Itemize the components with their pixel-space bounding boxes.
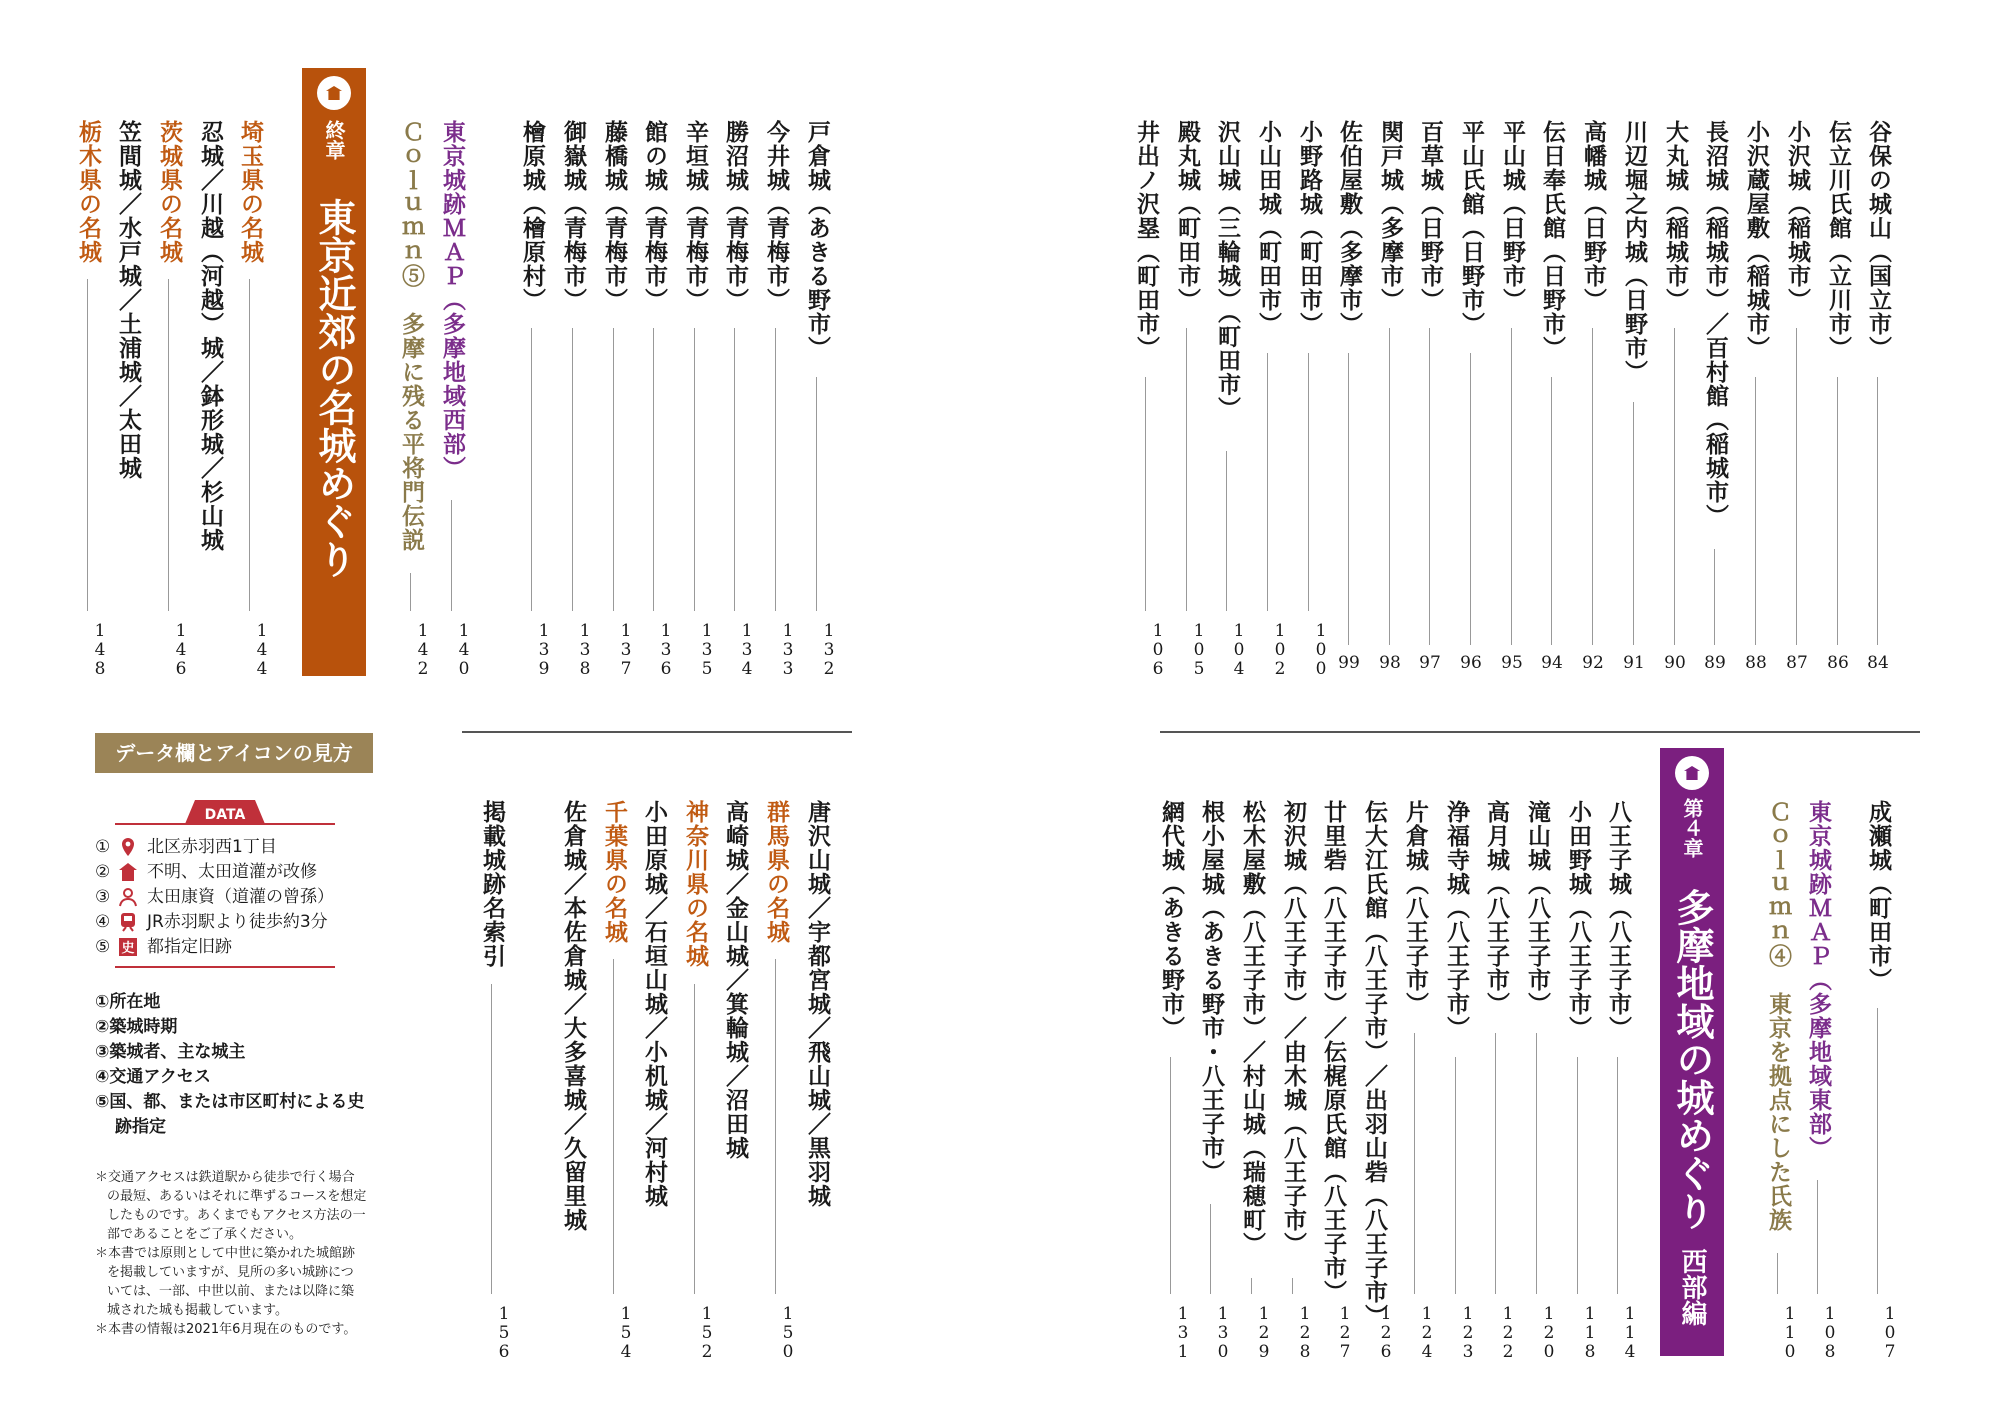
toc-entry-title: 佐伯屋敷（多摩市） bbox=[1336, 120, 1363, 336]
toc-entry-title: 戸倉城（あきる野市） bbox=[804, 120, 831, 360]
toc-entry-title: 笠間城／水戸城／土浦城／太田城 bbox=[115, 120, 142, 480]
data-row-text: 北区赤羽西1丁目 bbox=[147, 837, 277, 857]
toc-entry-title: 小沢城（稲城市） bbox=[1784, 120, 1811, 312]
toc-entry-title: 小田原城／石垣山城／小机城／河村城 bbox=[641, 800, 668, 1208]
legend-item: ⑤国、都、または市区町村による史 bbox=[95, 1092, 365, 1112]
data-notes bbox=[95, 1168, 385, 1339]
history-icon bbox=[117, 937, 141, 957]
leader-line bbox=[1592, 328, 1593, 645]
toc-entry-title: 高月城（八王子市） bbox=[1483, 800, 1510, 1016]
svg-text:DATA: DATA bbox=[204, 807, 246, 823]
page-number: 146 bbox=[171, 621, 191, 678]
note-line: いては、一部、中世以前、または以降に築 bbox=[107, 1284, 355, 1299]
legend-item: ④交通アクセス bbox=[95, 1067, 211, 1087]
leader-line bbox=[249, 279, 250, 611]
toc-entry-title: 平山城（日野市） bbox=[1499, 120, 1526, 312]
page-number: 90 bbox=[1664, 653, 1686, 673]
leader-line bbox=[451, 500, 452, 612]
leader-line bbox=[1755, 377, 1756, 645]
note-line: ＊本書の情報は2021年6月現在のものです。 bbox=[95, 1322, 357, 1337]
data-row bbox=[95, 860, 317, 884]
page-number: 122 bbox=[1498, 1304, 1518, 1361]
leader-line bbox=[1348, 353, 1349, 646]
castle-emblem-icon bbox=[317, 76, 351, 110]
page-number: 86 bbox=[1827, 653, 1849, 673]
toc-entry-title: 滝山城（八王子市） bbox=[1524, 800, 1551, 1016]
leader-line bbox=[1226, 451, 1227, 612]
page-number: 94 bbox=[1541, 653, 1563, 673]
leader-line bbox=[1145, 377, 1146, 611]
leader-line bbox=[1251, 1278, 1252, 1295]
toc-entry-title: 川辺堀之内城（日野市） bbox=[1621, 120, 1648, 384]
chapter4-title: 多摩地域の城めぐり bbox=[1670, 888, 1715, 1230]
data-row bbox=[95, 910, 328, 934]
toc-entry-title: 井出ノ沢塁（町田市） bbox=[1133, 120, 1160, 360]
leader-line bbox=[1186, 328, 1187, 611]
page-number: 138 bbox=[575, 621, 595, 678]
leader-line bbox=[613, 959, 614, 1294]
leader-line bbox=[1617, 1057, 1618, 1294]
leader-line bbox=[1414, 1033, 1415, 1295]
page-number: 124 bbox=[1417, 1304, 1437, 1361]
pin-icon bbox=[117, 837, 141, 857]
leader-line bbox=[1308, 353, 1309, 612]
data-row-number: ③ bbox=[95, 887, 111, 907]
page-number: 87 bbox=[1786, 653, 1808, 673]
page-number: 137 bbox=[616, 621, 636, 678]
toc-entry-title: 大丸城（稲城市） bbox=[1662, 120, 1689, 312]
leader-line bbox=[1495, 1033, 1496, 1295]
chapter4-banner bbox=[1660, 748, 1724, 1356]
page-number: 148 bbox=[90, 621, 110, 678]
toc-entry-title: 今井城（青梅市） bbox=[763, 120, 790, 312]
leader-line bbox=[1551, 377, 1552, 645]
data-row-text: 不明、太田道灌が改修 bbox=[147, 862, 317, 882]
chapter4-label: 第４章 bbox=[1680, 798, 1704, 858]
data-legend-header: データ欄とアイコンの見方 bbox=[95, 733, 373, 773]
train-icon bbox=[117, 912, 141, 932]
toc-entry-title: 初沢城（八王子市）／由木城（八王子市） bbox=[1280, 800, 1307, 1256]
toc-entry-title: 伝大江氏館（八王子市）／出羽山砦（八王子市） bbox=[1361, 800, 1388, 1328]
page-number: 110 bbox=[1780, 1304, 1800, 1361]
chapter4-subtitle: 西部編 bbox=[1677, 1248, 1707, 1326]
toc-entry-title: 勝沼城（青梅市） bbox=[722, 120, 749, 312]
page-number: 131 bbox=[1173, 1304, 1193, 1361]
data-sample-rows bbox=[95, 835, 365, 965]
leader-line bbox=[1292, 1278, 1293, 1295]
toc-entry-title: 神奈川県の名城 bbox=[682, 800, 709, 968]
final-chapter-title: 東京近郊の名城めぐり bbox=[312, 198, 357, 578]
page-number: 97 bbox=[1419, 653, 1441, 673]
page-number: 104 bbox=[1229, 621, 1249, 678]
page-number: 135 bbox=[697, 621, 717, 678]
data-row bbox=[95, 835, 277, 859]
data-row-number: ① bbox=[95, 837, 111, 857]
toc-entry-title: Ｃｏｌｕｍｎ④ 東京を拠点にした氏族 bbox=[1765, 800, 1792, 1232]
svg-text:史: 史 bbox=[121, 941, 135, 956]
leader-line bbox=[1817, 1180, 1818, 1295]
note-line: したものです。あくまでもアクセス方法の一 bbox=[107, 1208, 366, 1223]
leader-line bbox=[1877, 1008, 1878, 1294]
leader-line bbox=[1714, 549, 1715, 646]
toc-entry-title: 廿里砦（八王子市）／伝梶原氏館（八王子市） bbox=[1320, 800, 1347, 1304]
toc-entry-title: 谷保の城山（国立市） bbox=[1865, 120, 1892, 360]
note-line: ＊交通アクセスは鉄道駅から徒歩で行く場合 bbox=[95, 1170, 355, 1185]
data-row-number: ② bbox=[95, 862, 111, 882]
leader-line bbox=[572, 328, 573, 611]
leader-line bbox=[491, 984, 492, 1295]
page-number: 107 bbox=[1880, 1304, 1900, 1361]
page-number: 89 bbox=[1704, 653, 1726, 673]
divider-left bbox=[462, 731, 852, 733]
data-row-text: JR赤羽駅より徒歩約3分 bbox=[147, 912, 328, 932]
toc-entry-title: 八王子城（八王子市） bbox=[1605, 800, 1632, 1040]
leader-line bbox=[816, 377, 817, 611]
leader-line bbox=[1511, 328, 1512, 645]
toc-entry-title: 百草城（日野市） bbox=[1417, 120, 1444, 312]
leader-line bbox=[1633, 402, 1634, 646]
page-number: 105 bbox=[1189, 621, 1209, 678]
page-number: 99 bbox=[1338, 653, 1360, 673]
leader-line bbox=[694, 984, 695, 1295]
leader-line bbox=[1170, 1057, 1171, 1294]
leader-line bbox=[694, 328, 695, 611]
page-number: 96 bbox=[1460, 653, 1482, 673]
leader-line bbox=[87, 279, 88, 611]
data-row-text: 太田康資（道灌の曾孫） bbox=[147, 887, 334, 907]
toc-entry-title: 茨城県の名城 bbox=[156, 120, 183, 264]
leader-line bbox=[613, 328, 614, 611]
toc-entry-title: 東京城跡ＭＡＰ（多摩地域東部） bbox=[1805, 800, 1832, 1160]
toc-entry-title: 檜原城（檜原村） bbox=[519, 120, 546, 312]
page-number: 120 bbox=[1539, 1304, 1559, 1361]
leader-line bbox=[1267, 353, 1268, 612]
leader-line bbox=[775, 328, 776, 611]
castle-emblem-icon bbox=[1675, 756, 1709, 790]
final-chapter-banner bbox=[302, 68, 366, 676]
toc-entry-title: 浄福寺城（八王子市） bbox=[1443, 800, 1470, 1040]
page-number: 100 bbox=[1311, 621, 1331, 678]
legend-item: ③築城者、主な城主 bbox=[95, 1042, 246, 1062]
page-number: 144 bbox=[252, 621, 272, 678]
toc-entry-title: 伝立川氏館（立川市） bbox=[1825, 120, 1852, 360]
page-number: 156 bbox=[494, 1304, 514, 1361]
leader-line bbox=[1210, 1204, 1211, 1294]
leader-line bbox=[531, 328, 532, 611]
toc-entry-title: 高幡城（日野市） bbox=[1580, 120, 1607, 312]
page-number: 136 bbox=[656, 621, 676, 678]
leader-line bbox=[1429, 328, 1430, 645]
toc-entry-title: 藤橋城（青梅市） bbox=[601, 120, 628, 312]
leader-line bbox=[775, 959, 776, 1294]
leader-line bbox=[1389, 328, 1390, 645]
toc-entry-title: 根小屋城（あきる野市・八王子市） bbox=[1198, 800, 1225, 1184]
leader-line bbox=[1777, 1253, 1778, 1294]
data-row bbox=[95, 885, 334, 909]
note-line: 部であることをご了承ください。 bbox=[107, 1227, 303, 1242]
page-number: 118 bbox=[1580, 1304, 1600, 1361]
toc-entry-title: 沢山城（三輪城）（町田市） bbox=[1214, 120, 1241, 421]
toc-entry-title: 成瀬城（町田市） bbox=[1865, 800, 1892, 992]
toc-entry-title: 平山氏館（日野市） bbox=[1458, 120, 1485, 336]
page-number: 92 bbox=[1582, 653, 1604, 673]
page-number: 142 bbox=[413, 621, 433, 678]
page-number: 130 bbox=[1213, 1304, 1233, 1361]
leader-line bbox=[1674, 328, 1675, 645]
toc-entry-title: 小田野城（八王子市） bbox=[1565, 800, 1592, 1040]
leader-line bbox=[1536, 1033, 1537, 1295]
page-number: 102 bbox=[1270, 621, 1290, 678]
leader-line bbox=[168, 279, 169, 611]
leader-line bbox=[734, 328, 735, 611]
divider-right bbox=[1160, 731, 1920, 733]
toc-entry-title: 関戸城（多摩市） bbox=[1377, 120, 1404, 312]
toc-entry-title: 唐沢山城／宇都宮城／飛山城／黒羽城 bbox=[804, 800, 831, 1208]
page-number: 84 bbox=[1867, 653, 1889, 673]
toc-entry-title: 殿丸城（町田市） bbox=[1174, 120, 1201, 312]
toc-entry-title: 千葉県の名城 bbox=[601, 800, 628, 944]
toc-entry-title: 栃木県の名城 bbox=[75, 120, 102, 264]
toc-entry-title: 掲載城跡名索引 bbox=[479, 800, 506, 968]
page-number: 129 bbox=[1254, 1304, 1274, 1361]
castle-icon bbox=[117, 862, 141, 882]
leader-line bbox=[410, 573, 411, 611]
page-number: 106 bbox=[1148, 621, 1168, 678]
final-chapter-label: 終章 bbox=[322, 120, 346, 160]
toc-entry-title: 忍城／川越（河越）城／鉢形城／杉山城 bbox=[197, 120, 224, 552]
data-row-number: ⑤ bbox=[95, 937, 111, 957]
page-number: 133 bbox=[778, 621, 798, 678]
note-line: ＊本書では原則として中世に築かれた城館跡 bbox=[95, 1246, 356, 1261]
legend-item: ①所在地 bbox=[95, 992, 161, 1012]
page-number: 132 bbox=[819, 621, 839, 678]
person-icon bbox=[117, 887, 141, 907]
toc-entry-title: 辛垣城（青梅市） bbox=[682, 120, 709, 312]
page-number: 91 bbox=[1623, 653, 1645, 673]
data-row-text: 都指定旧跡 bbox=[147, 937, 232, 957]
page-number: 140 bbox=[454, 621, 474, 678]
toc-entry-title: 小沢蔵屋敷（稲城市） bbox=[1743, 120, 1770, 360]
toc-entry-title: 小野路城（町田市） bbox=[1296, 120, 1323, 336]
legend-item: ②築城時期 bbox=[95, 1017, 178, 1037]
leader-line bbox=[1796, 328, 1797, 645]
leader-line bbox=[1470, 353, 1471, 646]
toc-entry-title: 埼玉県の名城 bbox=[237, 120, 264, 264]
data-rule bbox=[115, 966, 335, 968]
note-line: の最短、あるいはそれに準ずるコースを想定 bbox=[107, 1189, 367, 1204]
leader-line bbox=[1455, 1057, 1456, 1294]
leader-line bbox=[1577, 1057, 1578, 1294]
toc-entry-title: 東京城跡ＭＡＰ（多摩地域西部） bbox=[439, 120, 466, 480]
toc-entry-title: 群馬県の名城 bbox=[763, 800, 790, 944]
toc-entry-title: 御嶽城（青梅市） bbox=[560, 120, 587, 312]
page-number: 108 bbox=[1820, 1304, 1840, 1361]
data-row bbox=[95, 935, 232, 959]
toc-entry-title: 高崎城／金山城／箕輪城／沼田城 bbox=[722, 800, 749, 1160]
page-number: 134 bbox=[737, 621, 757, 678]
page-number: 98 bbox=[1379, 653, 1401, 673]
note-line: を掲載していますが、見所の多い城跡につ bbox=[107, 1265, 354, 1280]
legend-item: 跡指定 bbox=[115, 1117, 166, 1137]
page-number: 139 bbox=[534, 621, 554, 678]
page-number: 126 bbox=[1376, 1304, 1396, 1361]
toc-entry-title: 館の城（青梅市） bbox=[641, 120, 668, 312]
data-row-number: ④ bbox=[95, 912, 111, 932]
page-number: 128 bbox=[1295, 1304, 1315, 1361]
data-legend-list bbox=[95, 990, 395, 1140]
data-badge bbox=[115, 790, 335, 830]
page-number: 114 bbox=[1620, 1304, 1640, 1361]
page-number: 150 bbox=[778, 1304, 798, 1361]
toc-entry-title: 網代城（あきる野市） bbox=[1158, 800, 1185, 1040]
toc-entry-title: 小山田城（町田市） bbox=[1255, 120, 1282, 336]
note-line: 城された城も掲載しています。 bbox=[107, 1303, 288, 1318]
toc-entry-title: 片倉城（八王子市） bbox=[1402, 800, 1429, 1016]
page-number: 127 bbox=[1335, 1304, 1355, 1361]
leader-line bbox=[653, 328, 654, 611]
leader-line bbox=[1877, 377, 1878, 645]
page-number: 88 bbox=[1745, 653, 1767, 673]
leader-line bbox=[1837, 377, 1838, 645]
toc-entry-title: 佐倉城／本佐倉城／大多喜城／久留里城 bbox=[560, 800, 587, 1232]
page-number: 154 bbox=[616, 1304, 636, 1361]
page-number: 123 bbox=[1458, 1304, 1478, 1361]
toc-entry-title: 松木屋敷（八王子市）／村山城（瑞穂町） bbox=[1239, 800, 1266, 1256]
toc-entry-title: Ｃｏｌｕｍｎ⑤ 多摩に残る平将門伝説 bbox=[398, 120, 425, 552]
toc-entry-title: 長沼城（稲城市）／百村館（稲城市） bbox=[1702, 120, 1729, 528]
page-number: 95 bbox=[1501, 653, 1523, 673]
toc-entry-title: 伝日奉氏館（日野市） bbox=[1539, 120, 1566, 360]
page-number: 152 bbox=[697, 1304, 717, 1361]
